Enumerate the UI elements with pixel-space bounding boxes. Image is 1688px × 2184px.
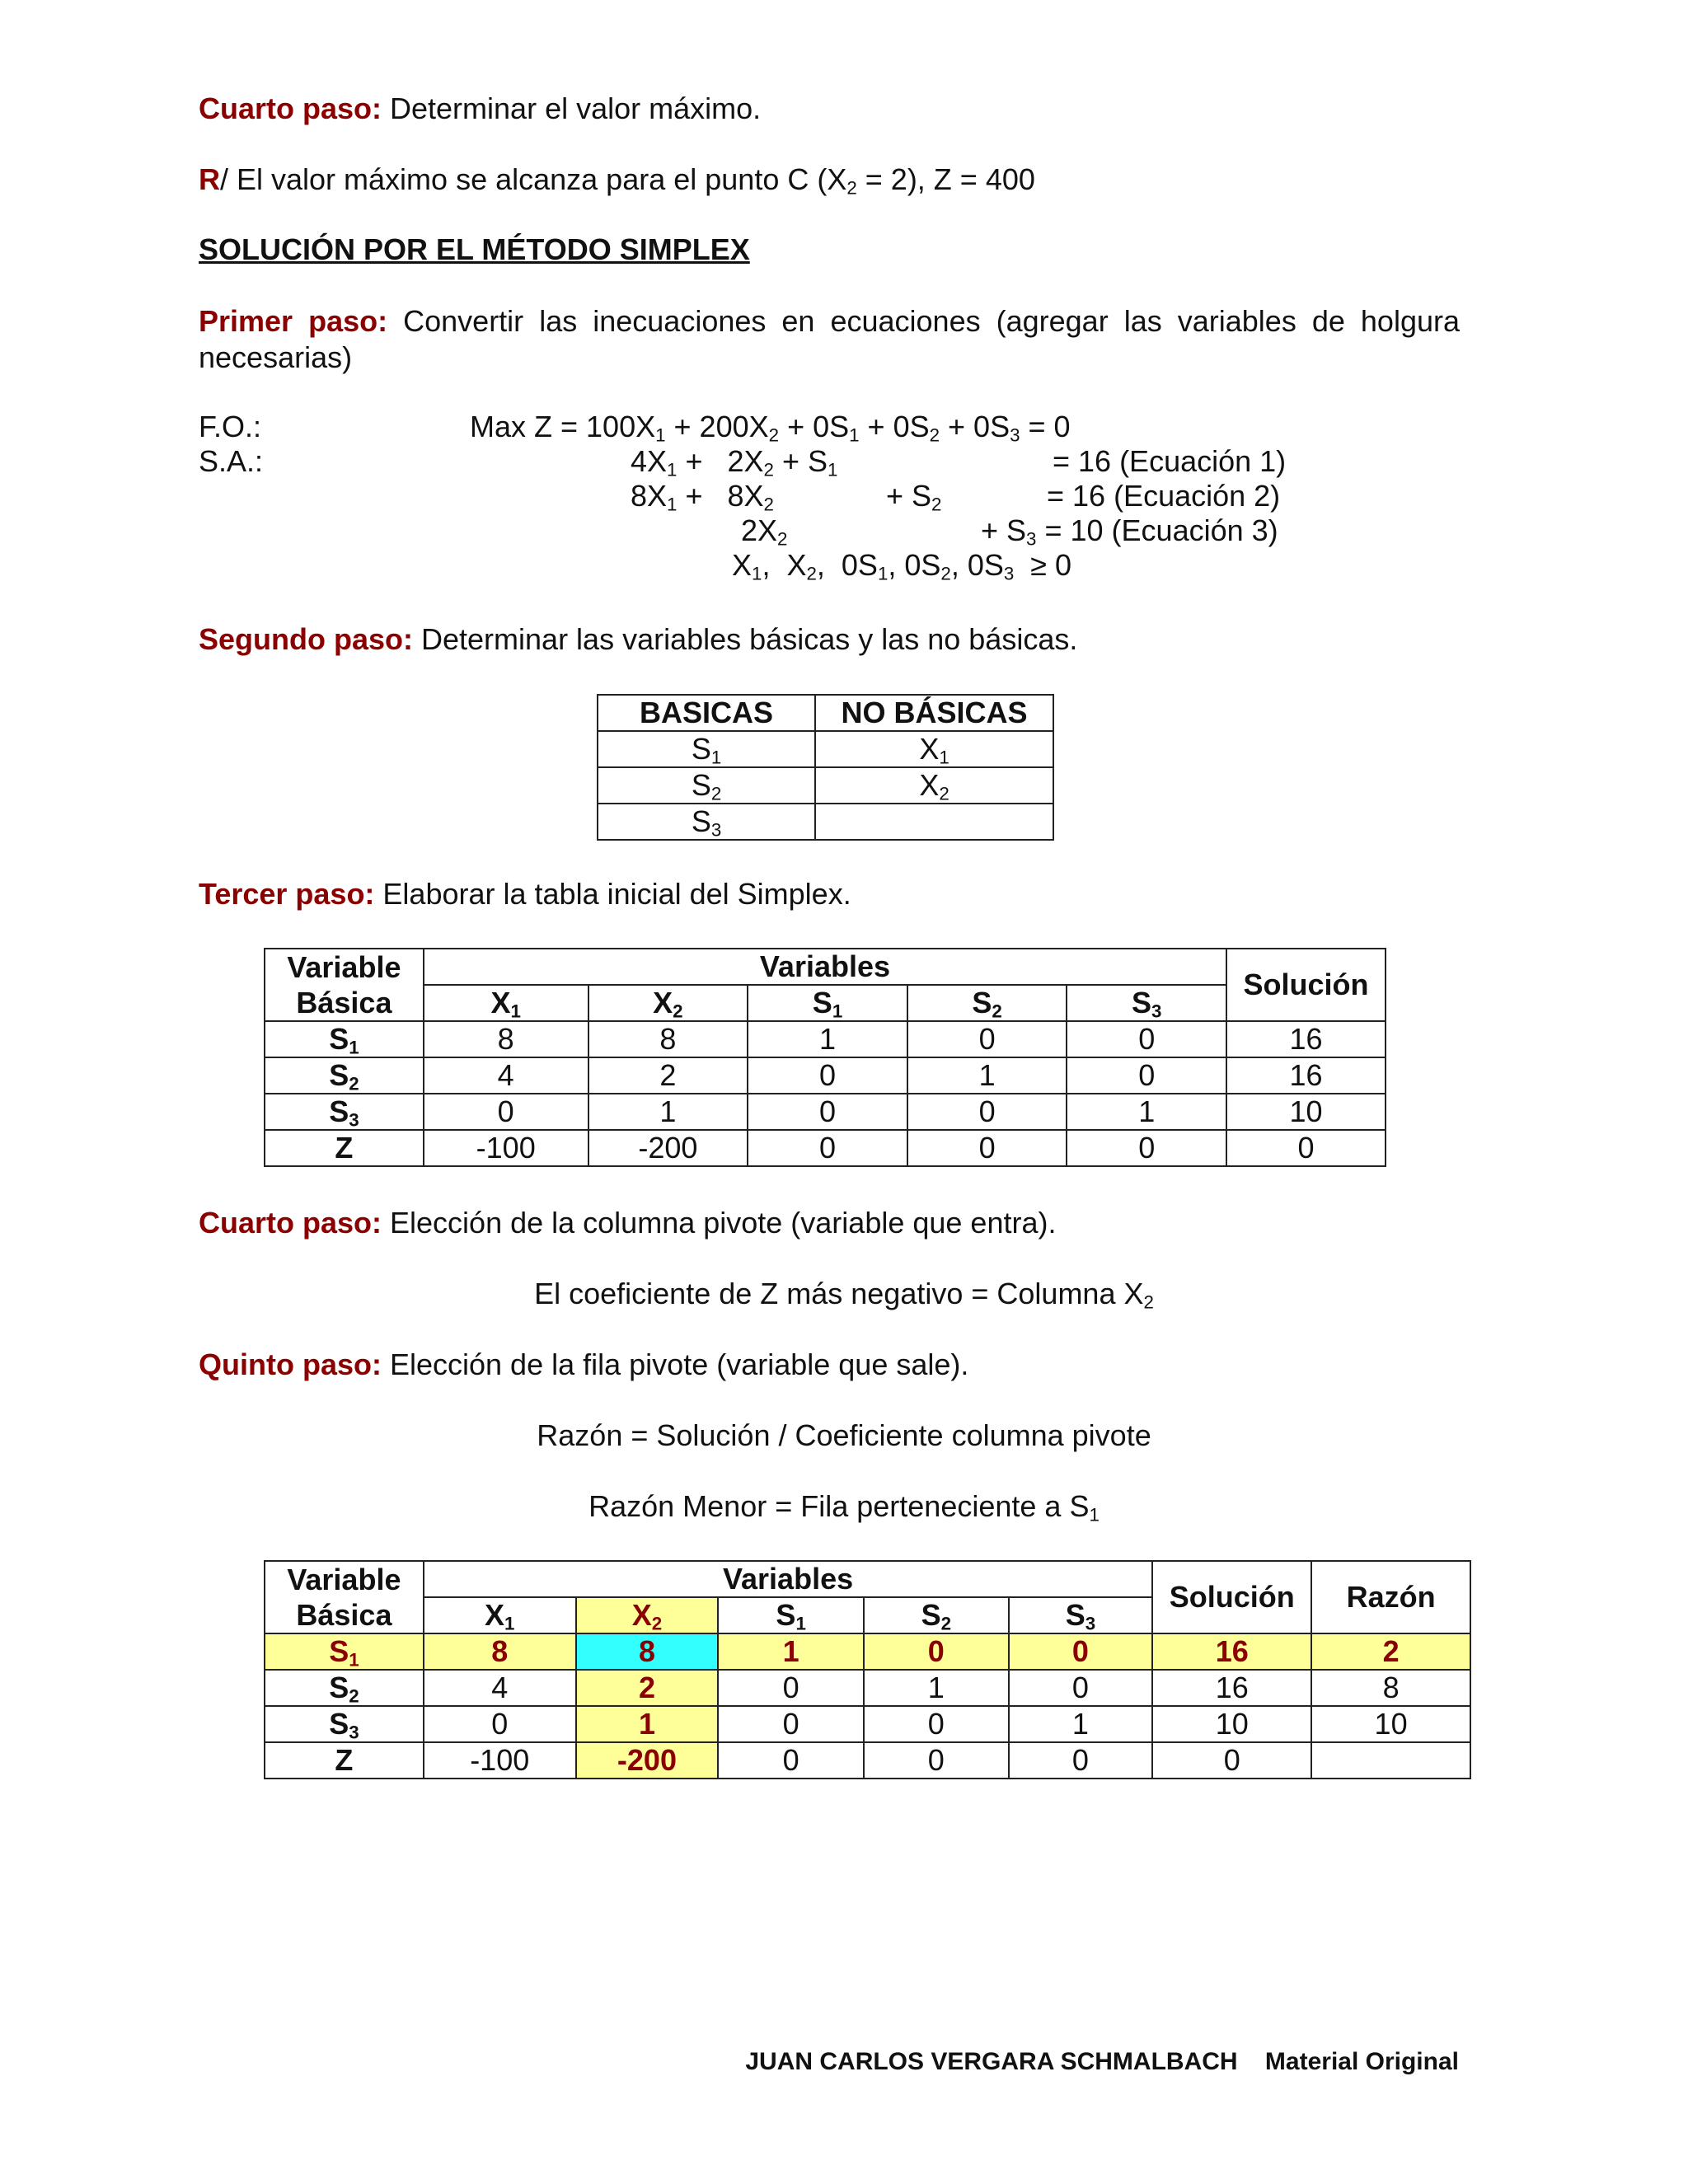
table-row xyxy=(265,1670,1470,1706)
footer-note: Material Original xyxy=(1264,2048,1459,2075)
table-header-row xyxy=(265,985,1386,1021)
row-label: $S_3$ xyxy=(265,1706,424,1742)
answer-text: / El valor máximo se alcanza para el punto C (X xyxy=(220,162,847,196)
table-cell: -100 xyxy=(424,1130,588,1166)
header-no-basicas: NO BÁSICAS xyxy=(815,695,1053,731)
table-cell: 0 xyxy=(748,1057,907,1094)
table-row xyxy=(598,804,1053,840)
eq1-tag: = 16 (Ecuación 1) xyxy=(1053,444,1287,478)
table-cell: 10 xyxy=(1226,1094,1386,1130)
row-label: $S_2$ xyxy=(265,1670,424,1706)
header-basicas: BASICAS xyxy=(598,695,815,731)
coef-sub: 2 xyxy=(1143,1291,1154,1313)
answer-sub: 2 xyxy=(846,177,857,199)
step-text: Determinar las variables básicas y las no básicas. xyxy=(413,622,1078,656)
table-cell: 0 xyxy=(1009,1633,1153,1670)
table-cell: 1 xyxy=(1009,1706,1153,1742)
table-cell: $S_1$ xyxy=(598,731,815,767)
table-cell: 2 xyxy=(1311,1633,1470,1670)
table-cell: 16 xyxy=(1226,1057,1386,1094)
table-cell: -200 xyxy=(588,1130,748,1166)
table-cell: -100 xyxy=(424,1742,576,1779)
table-cell: 1 xyxy=(588,1094,748,1130)
coef-text: El coeficiente de Z más negativo = Columna X xyxy=(534,1277,1144,1310)
answer-text-end: = 2), Z = 400 xyxy=(856,162,1035,196)
table-cell: 1 xyxy=(748,1021,907,1057)
header-variable-basica: Variable xyxy=(265,1561,424,1597)
answer-line xyxy=(199,162,1035,198)
segundo-paso xyxy=(199,621,1077,658)
header-solucion: Solución xyxy=(1226,949,1386,1021)
table-row xyxy=(265,1706,1470,1742)
header-x1: $X_1$ xyxy=(424,985,588,1021)
table-cell: 0 xyxy=(864,1706,1009,1742)
table-cell xyxy=(1311,1742,1470,1779)
step-label: Segundo paso: xyxy=(199,622,413,656)
table-cell: $X_2$ xyxy=(815,767,1053,804)
pivot-element: 8 xyxy=(576,1633,719,1670)
razon-menor-text: Razón Menor = Fila perteneciente a S xyxy=(588,1489,1090,1523)
table-cell: 0 xyxy=(1009,1742,1153,1779)
tercer-paso xyxy=(199,876,851,912)
cuarto-paso-2 xyxy=(199,1205,1056,1241)
eq2-slack: + $S_2$ xyxy=(886,479,942,515)
header-variable-basica xyxy=(265,949,424,985)
table-cell: 0 xyxy=(907,1094,1067,1130)
table-row xyxy=(265,1130,1386,1166)
header-s1: $S_1$ xyxy=(748,985,907,1021)
header-x2: $X_2$ xyxy=(588,985,748,1021)
page-footer xyxy=(0,2048,1459,2076)
table-cell: 0 xyxy=(748,1094,907,1130)
header-text: Variable xyxy=(287,949,401,984)
table-cell: 0 xyxy=(1067,1057,1226,1094)
row-label: Z xyxy=(265,1742,424,1779)
table-cell: 0 xyxy=(1067,1021,1226,1057)
header-s2: $S_2$ xyxy=(864,1597,1009,1633)
eq3-slack: + $S_3 = 10$ (Ecuación 3) xyxy=(981,513,1278,550)
table-cell: 0 xyxy=(718,1706,864,1742)
table-cell: $X_1$ xyxy=(815,731,1053,767)
table-cell: 16 xyxy=(1226,1021,1386,1057)
table-cell: 2 xyxy=(588,1057,748,1094)
table-cell: 10 xyxy=(1311,1706,1470,1742)
table-row xyxy=(598,767,1053,804)
table-cell: 16 xyxy=(1152,1670,1311,1706)
eq1-lhs: $4X_1 + 2X_2 + S_1$ xyxy=(631,444,838,480)
header-x1: $X_1$ xyxy=(424,1597,576,1633)
header-s3: $S_3$ xyxy=(1009,1597,1153,1633)
header-variables: Variables xyxy=(424,1561,1152,1597)
step-label: Tercer paso: xyxy=(199,877,375,911)
table-cell: 0 xyxy=(718,1742,864,1779)
simplex-pivot-table xyxy=(264,1560,1471,1779)
table-cell: 1 xyxy=(1067,1094,1226,1130)
table-cell: $S_3$ xyxy=(598,804,815,840)
table-cell: 0 xyxy=(718,1670,864,1706)
table-cell: 1 xyxy=(907,1057,1067,1094)
eq2-tag: = 16 (Ecuación 2) xyxy=(1047,479,1281,513)
header-variables: Variables xyxy=(424,949,1226,985)
table-cell: 0 xyxy=(907,1021,1067,1057)
table-row xyxy=(265,1094,1386,1130)
row-label: $S_1$ xyxy=(265,1633,424,1670)
row-label: $S_1$ xyxy=(265,1021,424,1057)
row-label: $S_3$ xyxy=(265,1094,424,1130)
header-x2-pivot: $X_2$ xyxy=(576,1597,719,1633)
coef-line xyxy=(0,1276,1688,1312)
razon-menor-sub: 1 xyxy=(1089,1504,1100,1526)
header-razon: Razón xyxy=(1311,1561,1470,1633)
table-cell: 0 xyxy=(1067,1130,1226,1166)
table-header-row xyxy=(265,1561,1470,1597)
table-cell: 1 xyxy=(718,1633,864,1670)
table-cell: 4 xyxy=(424,1670,576,1706)
table-cell: 8 xyxy=(588,1021,748,1057)
basic-variables-table xyxy=(597,694,1054,841)
table-row xyxy=(265,1742,1470,1779)
table-cell: 8 xyxy=(424,1021,588,1057)
answer-label: R xyxy=(199,162,220,196)
table-cell: 0 xyxy=(864,1633,1009,1670)
table-cell: 0 xyxy=(748,1130,907,1166)
non-negativity: $X_1$, $X_2$, $0S_1$, $0S_2$, $0S_3 \ge 0$ xyxy=(732,548,1072,584)
header-s2: $S_2$ xyxy=(907,985,1067,1021)
table-cell: 0 xyxy=(864,1742,1009,1779)
pivot-row xyxy=(265,1633,1470,1670)
fo-label: F.O.: xyxy=(199,410,262,443)
step-text: Determinar el valor máximo. xyxy=(382,91,762,125)
table-cell: 0 xyxy=(424,1094,588,1130)
primer-paso xyxy=(199,303,1460,376)
table-row xyxy=(265,1021,1386,1057)
eq2-lhs: $8X_1 + 8X_2$ xyxy=(631,479,774,515)
cuarto-paso-1 xyxy=(199,91,761,127)
table-cell: 0 xyxy=(424,1706,576,1742)
section-heading: SOLUCIÓN POR EL MÉTODO SIMPLEX xyxy=(199,232,750,266)
quinto-paso xyxy=(199,1347,968,1383)
razon-line: Razón = Solución / Coeficiente columna pivote xyxy=(537,1418,1151,1452)
step-label: Cuarto paso: xyxy=(199,1206,382,1240)
step-text: Elección de la columna pivote (variable que entra). xyxy=(382,1206,1057,1240)
header-s3: $S_3$ xyxy=(1067,985,1226,1021)
eq3-tag: = 10 (Ecuación 3) xyxy=(1044,513,1278,547)
step-label: Cuarto paso: xyxy=(199,91,382,125)
table-cell: 4 xyxy=(424,1057,588,1094)
sa-label: S.A.: xyxy=(199,444,264,478)
row-label: Z xyxy=(265,1130,424,1166)
table-cell: 0 xyxy=(907,1130,1067,1166)
table-cell: 1 xyxy=(864,1670,1009,1706)
step-text: Elección de la fila pivote (variable que sale). xyxy=(381,1347,969,1381)
table-cell: $S_2$ xyxy=(598,767,815,804)
pivot-column-cell: -200 xyxy=(576,1742,719,1779)
table-cell: 10 xyxy=(1152,1706,1311,1742)
table-cell: 0 xyxy=(1152,1742,1311,1779)
table-cell: 0 xyxy=(1009,1670,1153,1706)
step-label: Quinto paso: xyxy=(199,1347,382,1381)
objective-function: Max $Z = 100X_1 + 200X_2 + 0S_1 + 0S_2 + 0S_3 = 0$ xyxy=(470,410,1071,446)
header-solucion: Solución xyxy=(1152,1561,1311,1633)
table-cell xyxy=(815,804,1053,840)
header-s1: $S_1$ xyxy=(718,1597,864,1633)
header-variable-basica-2: Básica xyxy=(265,985,424,1021)
table-header-row xyxy=(598,695,1053,731)
eq3-lhs: $2X_2$ xyxy=(741,513,788,550)
step-text: Convertir las inecuaciones en ecuaciones (agregar las variables de holgura necesarias) xyxy=(199,304,1461,374)
table-cell: 16 xyxy=(1152,1633,1311,1670)
header-variable-basica-2: Básica xyxy=(265,1597,424,1633)
table-cell: 8 xyxy=(424,1633,576,1670)
table-header-row xyxy=(265,949,1386,985)
footer-author: JUAN CARLOS VERGARA SCHMALBACH xyxy=(745,2048,1238,2075)
razon-menor-line xyxy=(0,1488,1688,1525)
table-row xyxy=(265,1057,1386,1094)
pivot-column-cell: 1 xyxy=(576,1706,719,1742)
table-cell: 0 xyxy=(1226,1130,1386,1166)
table-row xyxy=(598,731,1053,767)
simplex-initial-table xyxy=(264,948,1386,1167)
step-text: Elaborar la tabla inicial del Simplex. xyxy=(374,877,851,911)
table-cell: 8 xyxy=(1311,1670,1470,1706)
step-label: Primer paso: xyxy=(199,304,388,338)
pivot-column-cell: 2 xyxy=(576,1670,719,1706)
row-label: $S_2$ xyxy=(265,1057,424,1094)
